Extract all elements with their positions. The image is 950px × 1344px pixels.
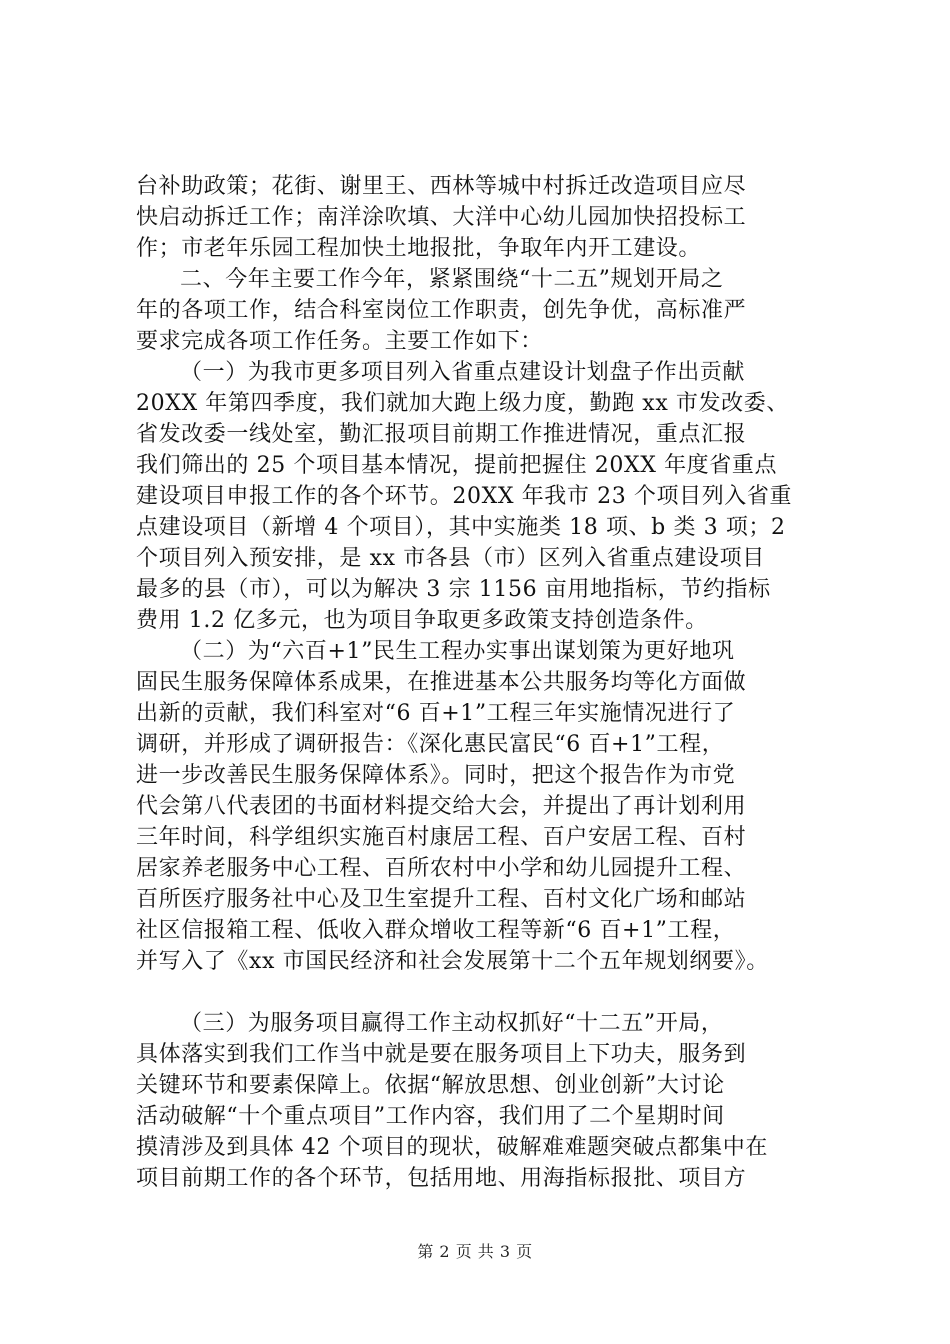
- text-line: 代会第八代表团的书面材料提交给大会，并提出了再计划利用: [136, 794, 747, 819]
- paragraph-start-line: （一）为我市更多项目列入省重点建设计划盘子作出贡献: [180, 360, 746, 385]
- text-line: 活动破解“十个重点项目”工作内容，我们用了二个星期时间: [136, 1104, 725, 1129]
- page-footer: [0, 1242, 950, 1262]
- document-body: [136, 171, 836, 1194]
- text-line: 年的各项工作，结合科室岗位工作职责，创先争优，高标准严: [136, 298, 747, 323]
- text-line: 固民生服务保障体系成果，在推进基本公共服务均等化方面做: [136, 670, 747, 695]
- text-line: 三年时间，科学组织实施百村康居工程、百户安居工程、百村: [136, 825, 747, 850]
- text-line: 摸清涉及到具体 42 个项目的现状，破解难难题突破点都集中在: [136, 1135, 768, 1160]
- text-line: 出新的贡献，我们科室对“6 百+1”工程三年实施情况进行了: [136, 701, 736, 726]
- text-line: 进一步改善民生服务保障体系》。同时，把这个报告作为市党: [136, 763, 736, 788]
- text-line: 省发改委一线处室，勤汇报项目前期工作推进情况，重点汇报: [136, 422, 747, 447]
- text-line: 作；市老年乐园工程加快土地报批，争取年内开工建设。: [136, 236, 702, 261]
- text-line: 建设项目申报工作的各个环节。20XX 年我市 23 个项目列入省重: [136, 484, 793, 509]
- text-line: 百所医疗服务社中心及卫生室提升工程、百村文化广场和邮站: [136, 887, 747, 912]
- text-line: 快启动拆迁工作；南洋涂吹填、大洋中心幼儿园加快招投标工: [136, 205, 747, 230]
- text-line: 费用 1.2 亿多元，也为项目争取更多政策支持创造条件。: [136, 608, 708, 633]
- text-line: 并写入了《xx 市国民经济和社会发展第十二个五年规划纲要》。: [136, 949, 769, 974]
- paragraph-start-line: （三）为服务项目赢得工作主动权抓好“十二五”开局，: [180, 1011, 724, 1036]
- text-line: 我们筛出的 25 个项目基本情况，提前把握住 20XX 年度省重点: [136, 453, 778, 478]
- paragraph-start-line: （二）为“六百+1”民生工程办实事出谋划策为更好地巩: [180, 639, 735, 664]
- text-line: 关键环节和要素保障上。依据“解放思想、创业创新”大讨论: [136, 1073, 725, 1098]
- text-line: 调研，并形成了调研报告：《深化惠民富民“6 百+1”工程，: [136, 732, 725, 757]
- text-line: 项目前期工作的各个环节，包括用地、用海指标报批、项目方: [136, 1166, 747, 1191]
- text-line: 点建设项目（新增 4 个项目），其中实施类 18 项、b 类 3 项；2: [136, 515, 786, 540]
- paragraph-start-line: 二、今年主要工作今年，紧紧围绕“十二五”规划开局之: [180, 267, 724, 292]
- text-line: 20XX 年第四季度，我们就加大跑上级力度，勤跑 xx 市发改委、: [136, 391, 789, 416]
- page-number: 第 2 页 共 3 页: [417, 1242, 533, 1261]
- text-line: 个项目列入预安排，是 xx 市各县（市）区列入省重点建设项目: [136, 546, 765, 571]
- paragraph-gap: [136, 977, 836, 1008]
- text-line: 社区信报箱工程、低收入群众增收工程等新“6 百+1”工程，: [136, 918, 736, 943]
- text-line: 具体落实到我们工作当中就是要在服务项目上下功夫，服务到: [136, 1042, 747, 1067]
- text-line: 最多的县（市），可以为解决 3 宗 1156 亩用地指标，节约指标: [136, 577, 771, 602]
- text-line: 居家养老服务中心工程、百所农村中小学和幼儿园提升工程、: [136, 856, 747, 881]
- text-line: 台补助政策；花街、谢里王、西林等城中村拆迁改造项目应尽: [136, 174, 747, 199]
- text-line: 要求完成各项工作任务。主要工作如下：: [136, 329, 543, 354]
